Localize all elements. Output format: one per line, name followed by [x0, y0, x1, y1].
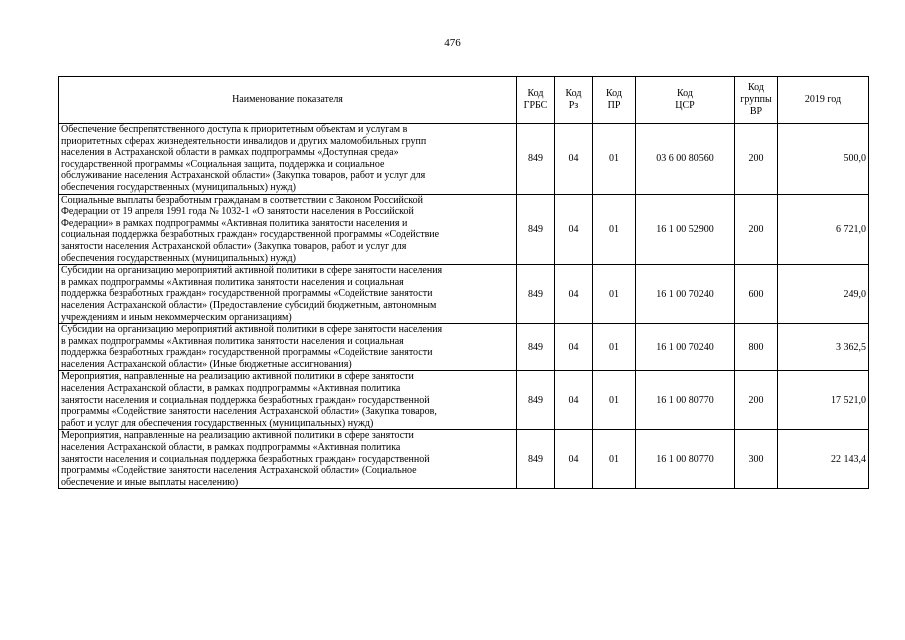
page-number: 476 — [444, 37, 461, 49]
header-csr-line: ЦСР — [675, 100, 695, 111]
cell-grbs: 849 — [517, 324, 555, 371]
cell-pr: 01 — [593, 194, 636, 265]
cell-name-line: приоритетных сферах жизнедеятельности инвалидов и других маломобильных групп — [61, 135, 427, 147]
cell-csr: 03 6 00 80560 — [636, 124, 735, 195]
cell-name-line: занятости населения и социальная поддержка безработных граждан» государственной — [61, 394, 430, 406]
cell-name-line: населения Астраханской области» (Предоставление субсидий бюджетным, автономным — [61, 299, 437, 311]
cell-vr: 800 — [735, 324, 778, 371]
cell-grbs: 849 — [517, 194, 555, 265]
cell-pr: 01 — [593, 371, 636, 430]
header-rz-line: Рз — [568, 100, 579, 111]
table-row — [59, 430, 869, 489]
header-grbs-line: ГРБС — [523, 100, 548, 111]
cell-csr: 16 1 00 70240 — [636, 265, 735, 324]
cell-vr: 600 — [735, 265, 778, 324]
cell-amount: 6 721,0 — [778, 194, 869, 265]
cell-name — [59, 371, 517, 430]
cell-name-line: в рамках подпрограммы «Активная политика занятости населения и социальная — [61, 335, 404, 347]
cell-name-line: поддержка безработных граждан» государственной программы «Содействие занятости — [61, 288, 433, 300]
cell-name-line: Мероприятия, направленные на реализацию активной политики в сфере занятости — [61, 371, 414, 383]
cell-amount: 249,0 — [778, 265, 869, 324]
header-vr-line: Код — [748, 82, 764, 93]
cell-grbs: 849 — [517, 265, 555, 324]
cell-name-line: обслуживание населения Астраханской области» (Закупка товаров, работ и услуг для — [61, 170, 426, 182]
cell-name-line: государственной программы «Социальная защита, поддержка и социальное — [61, 158, 385, 170]
header-vr — [735, 77, 778, 124]
header-grbs-line: Код — [527, 88, 544, 99]
cell-csr: 16 1 00 52900 — [636, 194, 735, 265]
cell-vr: 200 — [735, 194, 778, 265]
cell-name-line: населения Астраханской области, в рамках подпрограммы «Активная политика — [61, 383, 401, 395]
header-pr-line: Код — [606, 88, 622, 99]
cell-csr: 16 1 00 80770 — [636, 430, 735, 489]
cell-grbs: 849 — [517, 371, 555, 430]
cell-rz: 04 — [555, 194, 593, 265]
table-row — [59, 324, 869, 371]
cell-name-line: населения Астраханской области, в рамках подпрограммы «Активная политика — [61, 442, 401, 454]
header-year: 2019 год — [778, 77, 869, 124]
cell-vr: 200 — [735, 371, 778, 430]
cell-name-line: социальная поддержка безработных граждан» государственной программы «Содействие — [61, 229, 440, 241]
header-pr-line: ПР — [607, 100, 621, 111]
cell-name-line: поддержка безработных граждан» государственной программы «Содействие занятости — [61, 347, 433, 359]
cell-rz: 04 — [555, 324, 593, 371]
cell-pr: 01 — [593, 124, 636, 195]
cell-csr: 16 1 00 70240 — [636, 324, 735, 371]
cell-name-line: населения Астраханской области» (Иные бюджетные ассигнования) — [61, 358, 352, 370]
header-rz-line: Код — [565, 88, 582, 99]
cell-name-line: Субсидии на организацию мероприятий активной политики в сфере занятости населения — [61, 324, 443, 336]
header-grbs — [517, 77, 555, 124]
cell-name-line: программы «Содействие занятости населения Астраханской области» (Закупка товаров, — [61, 406, 437, 418]
cell-rz: 04 — [555, 124, 593, 195]
cell-name-line: занятости населения и социальная поддержка безработных граждан» государственной — [61, 453, 430, 465]
cell-name — [59, 124, 517, 195]
header-rz — [555, 77, 593, 124]
table-header-row — [59, 77, 869, 124]
cell-name-line: обеспечения государственных (муниципальных) нужд) — [61, 252, 296, 264]
cell-name-line: населения в Астраханской области в рамках подпрограммы «Доступная среда» — [61, 147, 399, 159]
header-csr-line: Код — [677, 88, 693, 99]
cell-name-line: Федерации от 19 апреля 1991 года № 1032-1 «О занятости населения в Российской — [61, 206, 414, 218]
cell-pr: 01 — [593, 265, 636, 324]
cell-pr: 01 — [593, 430, 636, 489]
cell-grbs: 849 — [517, 430, 555, 489]
cell-rz: 04 — [555, 265, 593, 324]
cell-name-line: Субсидии на организацию мероприятий активной политики в сфере занятости населения — [61, 265, 443, 277]
cell-name-line: обеспечение и иные выплаты населению) — [61, 476, 239, 488]
cell-name-line: Федерации» в рамках подпрограммы «Активная политика занятости населения и — [61, 217, 408, 229]
header-vr-line: ВР — [749, 106, 763, 117]
cell-name-line: программы «Содействие занятости населения Астраханской области» (Социальное — [61, 465, 417, 477]
cell-csr: 16 1 00 80770 — [636, 371, 735, 430]
cell-name — [59, 265, 517, 324]
cell-name — [59, 324, 517, 371]
table-row — [59, 124, 869, 195]
cell-name-line: Обеспечение беспрепятственного доступа к приоритетным объектам и услугам в — [61, 124, 408, 135]
cell-name — [59, 194, 517, 265]
cell-amount: 17 521,0 — [778, 371, 869, 430]
cell-name-line: Социальные выплаты безработным гражданам в соответствии с Законом Российской — [61, 194, 423, 206]
cell-vr: 300 — [735, 430, 778, 489]
table-row — [59, 265, 869, 324]
cell-name-line: в рамках подпрограммы «Активная политика занятости населения и социальная — [61, 276, 404, 288]
cell-grbs: 849 — [517, 124, 555, 195]
cell-pr: 01 — [593, 324, 636, 371]
cell-name-line: учреждениям и иным некоммерческим организациям) — [61, 311, 292, 323]
header-pr — [593, 77, 636, 124]
cell-rz: 04 — [555, 430, 593, 489]
header-csr — [636, 77, 735, 124]
header-name: Наименование показателя — [59, 77, 517, 124]
cell-name-line: обеспечения государственных (муниципальных) нужд) — [61, 181, 296, 193]
table-row — [59, 194, 869, 265]
cell-rz: 04 — [555, 371, 593, 430]
cell-amount: 3 362,5 — [778, 324, 869, 371]
cell-vr: 200 — [735, 124, 778, 195]
cell-name-line: работ и услуг для обеспечения государственных (муниципальных) нужд) — [61, 417, 374, 429]
cell-amount: 500,0 — [778, 124, 869, 195]
header-vr-line: группы — [740, 94, 772, 105]
table-row — [59, 371, 869, 430]
cell-name — [59, 430, 517, 489]
budget-table — [58, 76, 869, 489]
cell-name-line: Мероприятия, направленные на реализацию активной политики в сфере занятости — [61, 430, 414, 442]
cell-name-line: занятости населения Астраханской области» (Закупка товаров, работ и услуг для — [61, 240, 407, 252]
cell-amount: 22 143,4 — [778, 430, 869, 489]
